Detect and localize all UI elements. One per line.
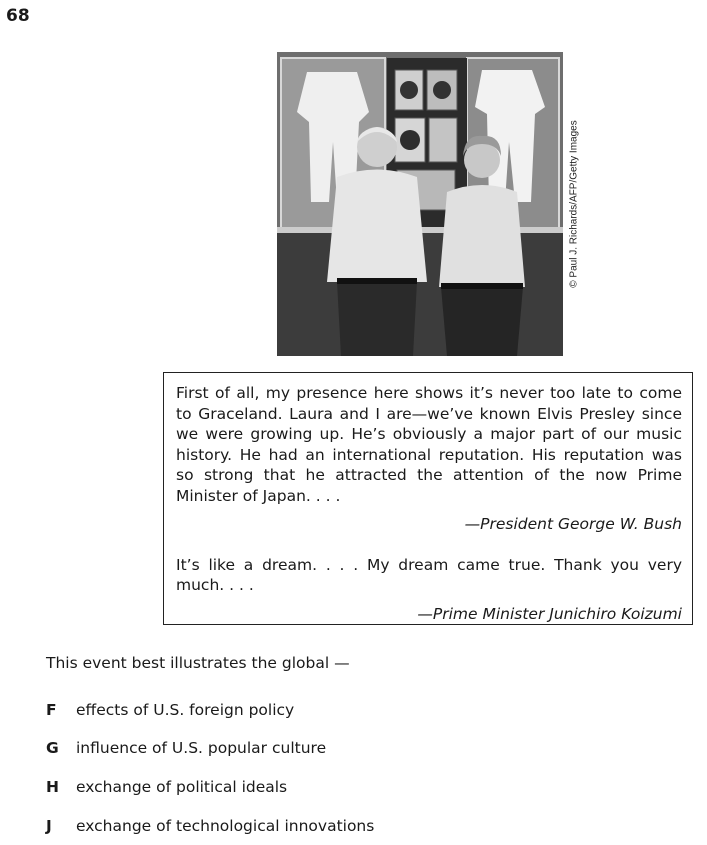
option-letter: F bbox=[46, 701, 57, 719]
bush-attribution: —President George W. Bush bbox=[464, 515, 682, 533]
answer-option-f[interactable] bbox=[46, 701, 294, 719]
answer-option-g[interactable] bbox=[46, 739, 326, 757]
option-text: effects of U.S. foreign policy bbox=[76, 701, 295, 719]
answer-option-j[interactable] bbox=[46, 817, 374, 835]
option-text: influence of U.S. popular culture bbox=[76, 739, 327, 757]
koizumi-quote: It’s like a dream. . . . My dream came true. Thank you very much. . . . bbox=[176, 555, 682, 594]
option-letter: H bbox=[46, 778, 59, 796]
bush-quote: First of all, my presence here shows it’s never too late to come to Graceland. Laura and I are—we’ve known Elvis Presley since we were growing up. He’s obviously a major part of our music history. He had an international reputation. His reputation was so strong that he attracted the attention of the now Prime Minister of Japan. . . . bbox=[176, 384, 682, 505]
question-number: 68 bbox=[6, 6, 30, 26]
answer-option-h[interactable] bbox=[46, 778, 287, 796]
photo-credit bbox=[565, 52, 583, 356]
option-letter: G bbox=[46, 739, 59, 757]
question-stem: This event best illustrates the global — bbox=[46, 654, 350, 672]
photo-illustration bbox=[277, 52, 563, 356]
koizumi-attribution: —Prime Minister Junichiro Koizumi bbox=[417, 604, 682, 623]
option-letter: J bbox=[46, 817, 52, 835]
option-text: exchange of technological innovations bbox=[76, 817, 375, 835]
quote-box bbox=[163, 372, 693, 625]
photo-credit-text: © Paul J. Richards/AFP/Getty Images bbox=[568, 120, 580, 288]
option-text: exchange of political ideals bbox=[76, 778, 288, 796]
photo-bush-koizumi-graceland bbox=[277, 52, 563, 356]
